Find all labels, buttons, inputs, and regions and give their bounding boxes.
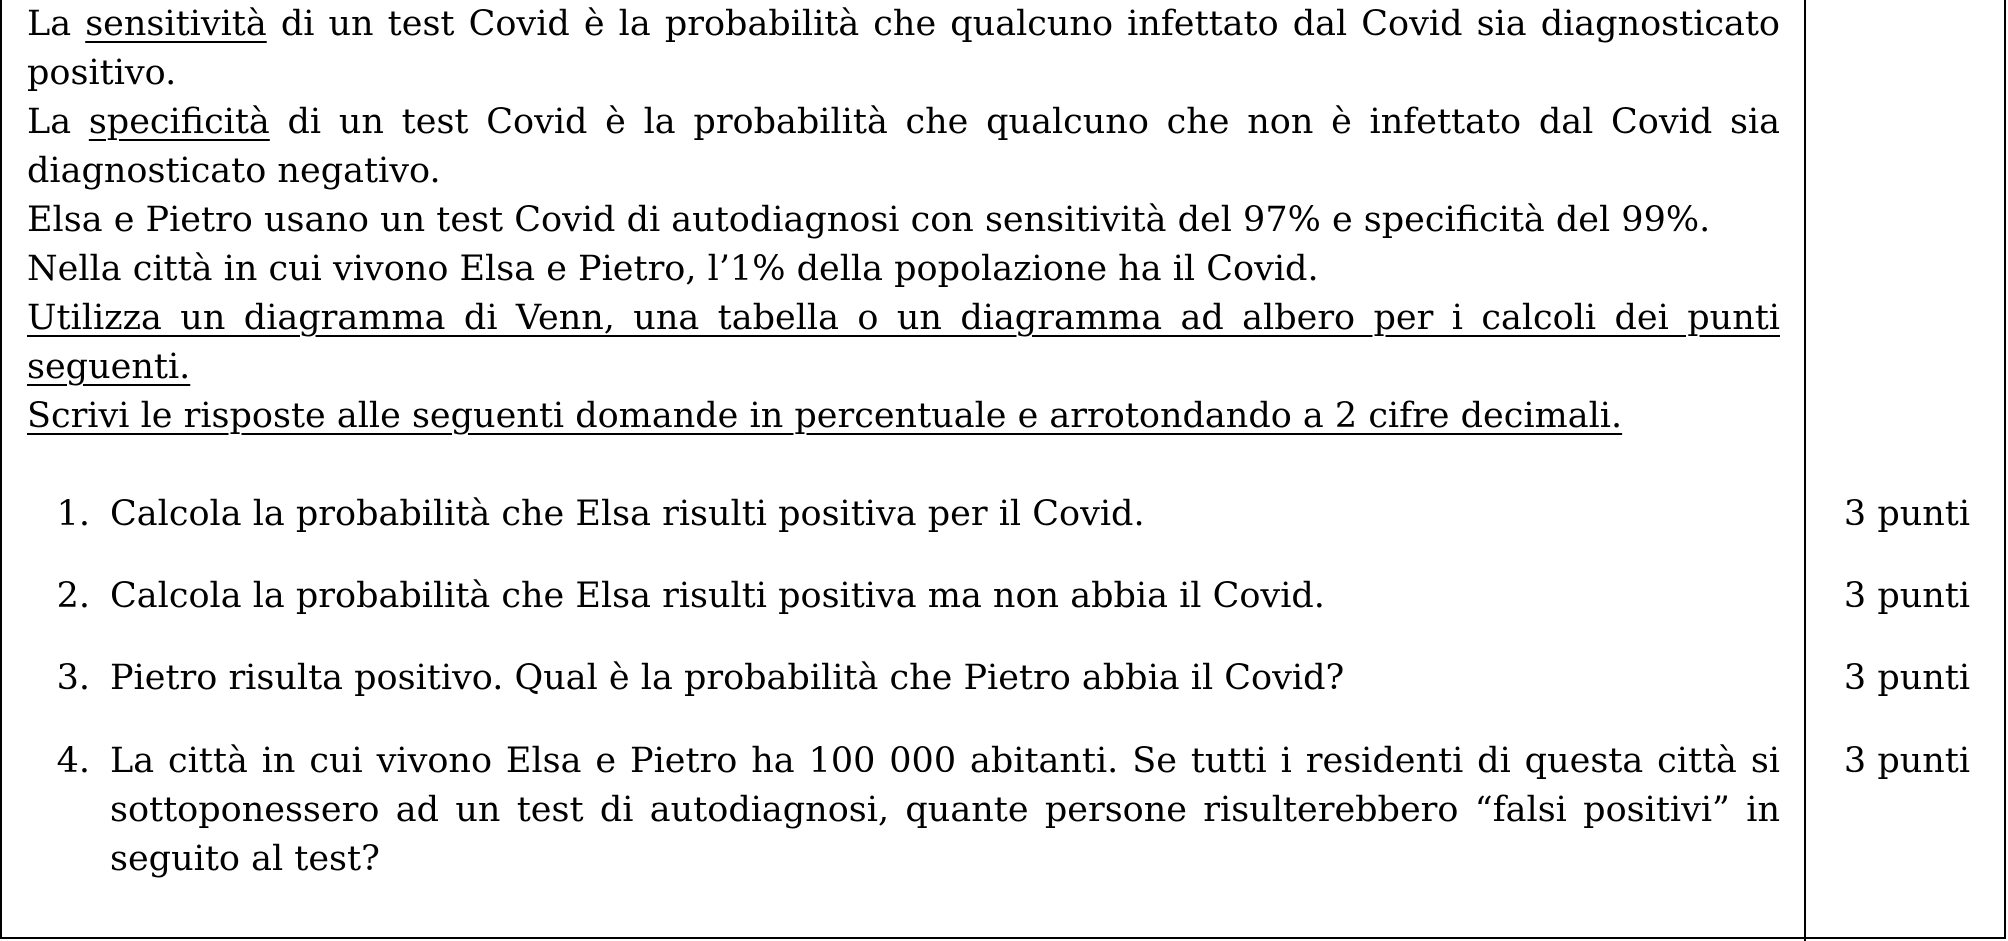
question-text: Pietro risulta positivo. Qual è la probabilità che Pietro abbia il Covid? (110, 658, 1345, 698)
instruction-rounding-text: Scrivi le risposte alle seguenti domande in percentuale e arrotondando a 2 cifre decimali. (27, 396, 1623, 436)
question-points: 3 punti (1843, 658, 1971, 698)
population-info: Nella città in cui vivono Elsa e Pietro, l’1% della popolazione ha il Covid. (27, 249, 1319, 289)
instruction-diagram-text: Utilizza un diagramma di Venn, una tabella o un diagramma ad albero per i calcoli dei punti seguenti. (27, 298, 1780, 387)
specificity-definition (27, 98, 1780, 196)
question-number: 3. (56, 658, 90, 698)
sensitivity-term: sensitività (85, 4, 267, 44)
points-column-divider (1804, 0, 1806, 941)
question-points: 3 punti (1843, 741, 1971, 781)
question-text: Calcola la probabilità che Elsa risulti positiva ma non abbia il Covid. (110, 576, 1325, 616)
specificity-prefix: La (27, 102, 89, 142)
question-points: 3 punti (1843, 576, 1971, 616)
question-text: La città in cui vivono Elsa e Pietro ha 100 000 abitanti. Se tutti i residenti di questa città si sottoponessero ad un test di autodiagnosi, quante persone risulterebbero “falsi positivi” in seguito al test? (110, 741, 1780, 879)
question-text: Calcola la probabilità che Elsa risulti positiva per il Covid. (110, 494, 1145, 534)
question-number: 1. (56, 494, 90, 534)
instruction-rounding (27, 392, 1780, 441)
specificity-term: specificità (88, 102, 270, 142)
specificity-rest: di un test Covid è la probabilità che qualcuno che non è infettato dal Covid sia diagnosticato negativo. (27, 102, 1780, 191)
instruction-diagram (27, 294, 1780, 392)
sensitivity-definition (27, 0, 1780, 98)
question-points: 3 punti (1843, 494, 1971, 534)
question-number: 4. (56, 741, 90, 781)
sensitivity-rest: di un test Covid è la probabilità che qualcuno infettato dal Covid sia diagnosticato positivo. (27, 4, 1781, 93)
sensitivity-prefix: La (27, 4, 86, 44)
test-description: Elsa e Pietro usano un test Covid di autodiagnosi con sensitività del 97% e specificità del 99%. (27, 200, 1711, 240)
exercise-statement (27, 0, 1780, 441)
question-number: 2. (56, 576, 90, 616)
